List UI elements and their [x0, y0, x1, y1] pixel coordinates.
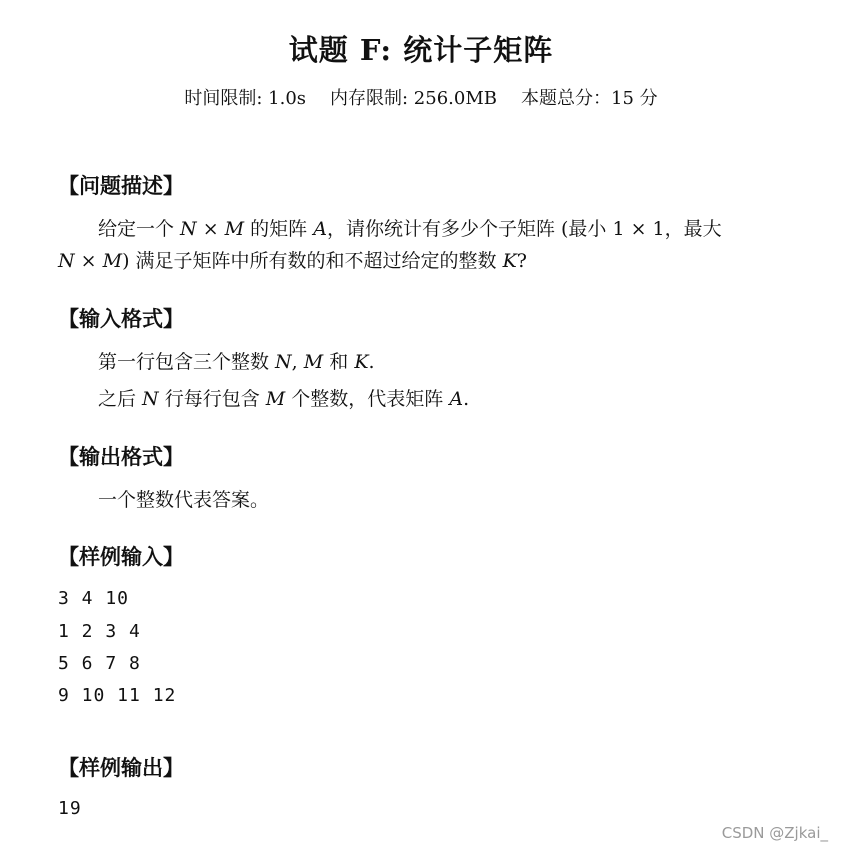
input-format-line-1: 第一行包含三个整数 N, M 和 K. [98, 351, 375, 373]
sample-input-line: 1 2 3 4 [58, 621, 141, 642]
description-heading: 【问题描述】 [58, 174, 184, 198]
sample-input-line: 5 6 7 8 [58, 653, 141, 674]
watermark: CSDN @Zjkai_ [721, 824, 828, 842]
description-line-2: N × M) 满足子矩阵中所有数的和不超过给定的整数 K? [58, 250, 527, 272]
output-format-line-1: 一个整数代表答案。 [98, 489, 270, 511]
total-score: 本题总分：15 分 [521, 88, 658, 109]
sample-output-line: 19 [58, 798, 82, 819]
sample-input-line: 3 4 10 [58, 588, 130, 609]
input-format-heading: 【输入格式】 [58, 307, 184, 331]
sample-output-heading: 【样例输出】 [58, 756, 184, 780]
sample-input-heading: 【样例输入】 [58, 545, 184, 569]
time-limit: 时间限制: 1.0s [184, 88, 307, 109]
problem-title: 试题 F: 统计子矩阵 [288, 33, 554, 67]
memory-limit: 内存限制: 256.0MB [330, 88, 497, 109]
input-format-line-2: 之后 N 行每行包含 M 个整数，代表矩阵 A. [98, 388, 470, 410]
sample-input-line: 9 10 11 12 [58, 685, 177, 706]
output-format-heading: 【输出格式】 [58, 445, 184, 469]
limits-line [0, 84, 842, 110]
description-line-1: 给定一个 N × M 的矩阵 A，请你统计有多少个子矩阵 (最小 1 × 1，最大 [98, 218, 722, 240]
